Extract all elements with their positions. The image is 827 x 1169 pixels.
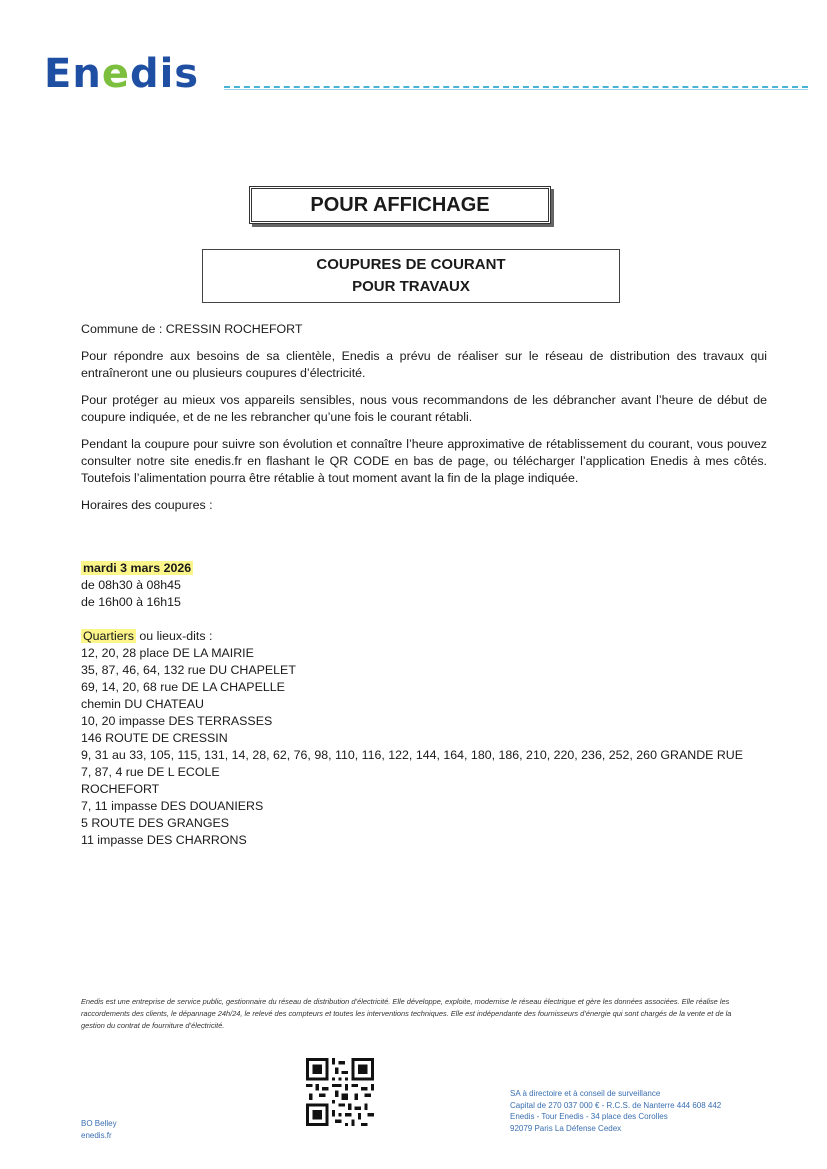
schedule-date: mardi 3 mars 2026	[83, 561, 192, 575]
paragraph-2: Pour protéger au mieux vos appareils sensibles, nous vous recommandons de les débrancher avant l’heure de début de coupure indiquée, et de ne les rebrancher qu’une fois le courant rétabli.	[81, 393, 767, 424]
list-item: 35, 87, 46, 64, 132 rue DU CHAPELET	[81, 663, 296, 677]
subtitle-line-2: POUR TRAVAUX	[352, 278, 470, 295]
logo-text-2: e	[101, 51, 130, 97]
list-item: chemin DU CHATEAU	[81, 697, 205, 711]
legal-line-4: 92079 Paris La Défense Cedex	[510, 1123, 622, 1133]
paragraph-1: Pour répondre aux besoins de sa clientèle, Enedis a prévu de réaliser sur le réseau de distribution des travaux qui entraîneront une ou plusieurs coupures d’électricité.	[81, 349, 767, 380]
list-item: 11 impasse DES CHARRONS	[81, 833, 247, 847]
legal-info	[510, 1088, 721, 1134]
list-item: ROCHEFORT	[81, 782, 160, 796]
legal-line-2: Capital de 270 037 000 € - R.C.S. de Nanterre 444 608 442	[510, 1100, 722, 1110]
website-link[interactable]: enedis.fr	[81, 1131, 112, 1140]
office-info	[81, 1118, 117, 1142]
header-divider-secondary	[224, 89, 808, 90]
subtitle-box	[202, 249, 620, 303]
office-name: BO Belley	[81, 1119, 117, 1128]
logo-text-1: En	[44, 51, 102, 97]
header-divider	[224, 86, 808, 88]
schedule-slot-2: de 16h00 à 16h15	[81, 595, 181, 609]
legal-line-3: Enedis - Tour Enedis - 34 place des Corolles	[510, 1112, 668, 1121]
title-box	[249, 186, 551, 224]
list-item: 146 ROUTE DE CRESSIN	[81, 731, 228, 745]
quartiers-label-highlight: Quartiers	[83, 629, 134, 643]
quartiers-label-rest: ou lieux-dits :	[135, 629, 213, 643]
list-item: 7, 11 impasse DES DOUANIERS	[81, 799, 264, 813]
commune-line: Commune de : CRESSIN ROCHEFORT	[81, 322, 303, 336]
schedule-slot-1: de 08h30 à 08h45	[81, 578, 181, 592]
paragraph-3: Pendant la coupure pour suivre son évolution et connaître l’heure approximative de rétablissement du courant, vous pouvez consulter notre site enedis.fr en flashant le QR CODE en bas de page, ou télécharger l’application Enedis à mes côtés. Toutefois l’alimentation pourra être rétablie à tout moment avant la fin de la plage indiquée.	[81, 437, 767, 485]
qr-code-icon[interactable]	[306, 1058, 374, 1126]
list-item: 7, 87, 4 rue DE L ECOLE	[81, 765, 220, 779]
quartiers-label	[81, 628, 767, 645]
list-item: 10, 20 impasse DES TERRASSES	[81, 714, 273, 728]
list-item: 69, 14, 20, 68 rue DE LA CHAPELLE	[81, 680, 285, 694]
legal-line-1: SA à directoire et à conseil de surveillance	[510, 1089, 661, 1098]
footer-disclaimer: Enedis est une entreprise de service public, gestionnaire du réseau de distribution d’électricité. Elle développe, exploite, modernise le réseau électrique et gère les données associées. Elle réalise les raccordements des clients, le dépannage 24h/24, le relevé des compteurs et toutes les interventions techniques. Elle est indépendante des fournisseurs d’énergie qui sont chargés de la vente et de la gestion du contrat de fourniture d’électricité.	[81, 997, 732, 1030]
notice-body	[81, 321, 767, 849]
logo-text-3: dis	[129, 51, 200, 97]
list-item: 5 ROUTE DES GRANGES	[81, 816, 230, 830]
horaires-label: Horaires des coupures :	[81, 498, 213, 512]
list-item: 12, 20, 28 place DE LA MAIRIE	[81, 646, 254, 660]
list-item: 9, 31 au 33, 105, 115, 131, 14, 28, 62, 76, 98, 110, 116, 122, 144, 164, 180, 186, 210, 220, 236, 252, 260 GRANDE RUE	[81, 748, 744, 762]
page-title: POUR AFFICHAGE	[310, 193, 490, 216]
subtitle-line-1: COUPURES DE COURANT	[316, 256, 506, 273]
enedis-logo	[44, 52, 199, 96]
schedule-block	[81, 560, 767, 611]
quartiers-list	[81, 628, 767, 849]
